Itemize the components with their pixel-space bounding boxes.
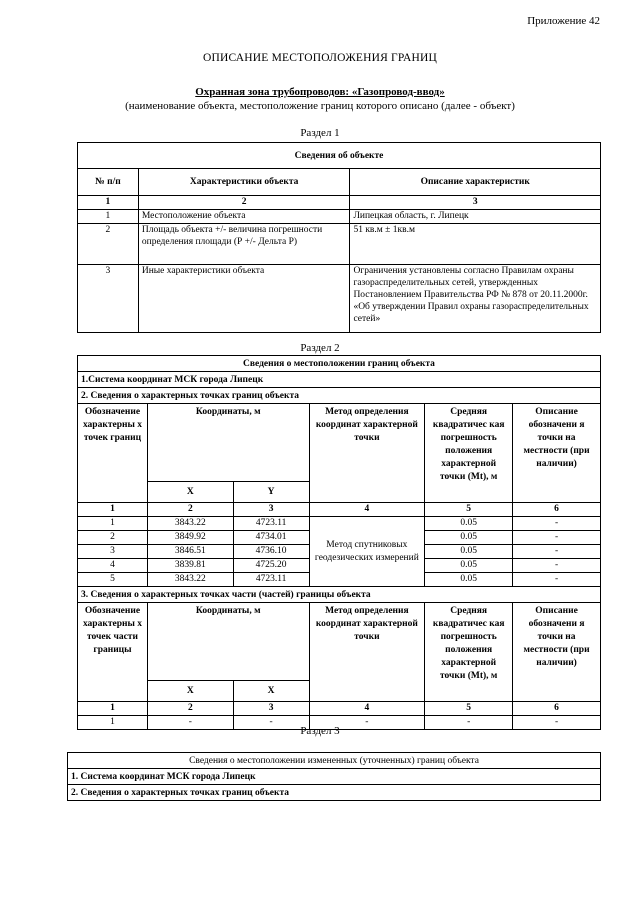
- header-y: Y: [233, 482, 309, 503]
- col-number: 3: [233, 503, 309, 517]
- table-row: [78, 210, 601, 224]
- table-row: [78, 224, 601, 265]
- section2-caption: Сведения о местоположении границ объекта: [78, 356, 601, 372]
- col-number: 2: [147, 702, 233, 716]
- section2-part-title: 3. Сведения о характерных точках части (частей) границы объекта: [78, 587, 601, 603]
- col-number: 1: [78, 702, 148, 716]
- point-number: 5: [78, 573, 148, 587]
- section3-caption: Сведения о местоположении измененных (уточненных) границ объекта: [68, 753, 601, 769]
- col-number: 2: [147, 503, 233, 517]
- point-x: 3843.22: [147, 573, 233, 587]
- header-designation: Обозначение характерны х точек границ: [78, 404, 148, 503]
- header-error: Средняя квадратичес кая погрешность положения характерной точки (Mt), м: [425, 404, 513, 503]
- section1-label: Раздел 1: [300, 127, 340, 139]
- point-description: -: [513, 573, 601, 587]
- part-point-x: -: [147, 716, 233, 730]
- row-characteristic: Местоположение объекта: [138, 210, 350, 224]
- section2-table: [77, 355, 601, 730]
- section3-system: 1. Система координат МСК города Липецк: [68, 769, 601, 785]
- col-number: 6: [513, 702, 601, 716]
- row-description: Ограничения установлены согласно Правилам охраны газораспределительных сетей, утвержденных Постановлением Правительства РФ № 878 от 20.11.2000г. «Об утверждении Правил охраны газораспределительных сетей»: [350, 265, 601, 333]
- section2-system: 1.Система координат МСК города Липецк: [78, 372, 601, 388]
- section1-caption: Сведения об объекте: [78, 143, 601, 169]
- table-row: [78, 265, 601, 333]
- object-subtitle: (наименование объекта, местоположение границ которого описано (далее - объект): [125, 100, 515, 112]
- part-header-description: Описание обозначени я точки на местности (при наличии): [513, 603, 601, 702]
- col-header-description: Описание характеристик: [350, 169, 601, 196]
- section3-points-title: 2. Сведения о характерных точках границ объекта: [68, 785, 601, 801]
- col-number: 3: [350, 196, 601, 210]
- point-number: 4: [78, 559, 148, 573]
- col-number: 5: [425, 503, 513, 517]
- col-number: 1: [78, 503, 148, 517]
- row-description: 51 кв.м ± 1кв.м: [350, 224, 601, 265]
- row-number: 1: [78, 210, 139, 224]
- col-number: 4: [309, 702, 425, 716]
- point-error: 0.05: [425, 517, 513, 531]
- point-x: 3849.92: [147, 531, 233, 545]
- part-header-coordinates: Координаты, м: [147, 603, 309, 681]
- section2-points-title: 2. Сведения о характерных точках границ объекта: [78, 388, 601, 404]
- point-description: -: [513, 545, 601, 559]
- point-y: 4736.10: [233, 545, 309, 559]
- col-header-number: № п/п: [78, 169, 139, 196]
- point-error: 0.05: [425, 573, 513, 587]
- point-y: 4725.20: [233, 559, 309, 573]
- part-point-method: -: [309, 716, 425, 730]
- col-number: 1: [78, 196, 139, 210]
- part-header-method: Метод определения координат характерной точки: [309, 603, 425, 702]
- col-number: 5: [425, 702, 513, 716]
- part-point-y: -: [233, 716, 309, 730]
- col-number: 4: [309, 503, 425, 517]
- header-method: Метод определения координат характерной точки: [309, 404, 425, 503]
- point-description: -: [513, 559, 601, 573]
- point-x: 3843.22: [147, 517, 233, 531]
- point-y: 4723.11: [233, 517, 309, 531]
- section3-table: [67, 752, 601, 801]
- point-error: 0.05: [425, 559, 513, 573]
- point-number: 1: [78, 517, 148, 531]
- row-number: 2: [78, 224, 139, 265]
- part-point-number: 1: [78, 716, 148, 730]
- table-row: [78, 517, 601, 531]
- row-characteristic: Площадь объекта +/- величина погрешности определения площади (Р +/- Дельта Р): [138, 224, 350, 265]
- document-title: ОПИСАНИЕ МЕСТОПОЛОЖЕНИЯ ГРАНИЦ: [202, 52, 438, 64]
- point-description: -: [513, 517, 601, 531]
- point-error: 0.05: [425, 545, 513, 559]
- point-y: 4734.01: [233, 531, 309, 545]
- section1-table: [77, 142, 601, 333]
- point-method: Метод спутниковых геодезических измерений: [309, 517, 425, 587]
- row-characteristic: Иные характеристики объекта: [138, 265, 350, 333]
- section3-label: Раздел 3: [300, 725, 340, 737]
- section2-label: Раздел 2: [300, 342, 340, 354]
- col-header-characteristic: Характеристики объекта: [138, 169, 350, 196]
- header-coordinates: Координаты, м: [147, 404, 309, 482]
- point-y: 4723.11: [233, 573, 309, 587]
- point-error: 0.05: [425, 531, 513, 545]
- part-point-error: -: [425, 716, 513, 730]
- col-number: 2: [138, 196, 350, 210]
- point-number: 3: [78, 545, 148, 559]
- part-point-description: -: [513, 716, 601, 730]
- point-description: -: [513, 531, 601, 545]
- point-x: 3839.81: [147, 559, 233, 573]
- header-x: X: [147, 482, 233, 503]
- point-x: 3846.51: [147, 545, 233, 559]
- row-description: Липецкая область, г. Липецк: [350, 210, 601, 224]
- part-header-x: X: [147, 681, 233, 702]
- point-number: 2: [78, 531, 148, 545]
- object-name-text: Охранная зона трубопроводов: «Газопровод-ввод»: [195, 86, 445, 98]
- part-header-designation: Обозначение характерны х точек части границы: [78, 603, 148, 702]
- row-number: 3: [78, 265, 139, 333]
- col-number: 3: [233, 702, 309, 716]
- appendix-label: Приложение 42: [527, 15, 600, 27]
- header-description: Описание обозначени я точки на местности (при наличии): [513, 404, 601, 503]
- part-header-y: X: [233, 681, 309, 702]
- object-name: [0, 86, 640, 98]
- part-header-error: Средняя квадратичес кая погрешность положения характерной точки (Mt), м: [425, 603, 513, 702]
- col-number: 6: [513, 503, 601, 517]
